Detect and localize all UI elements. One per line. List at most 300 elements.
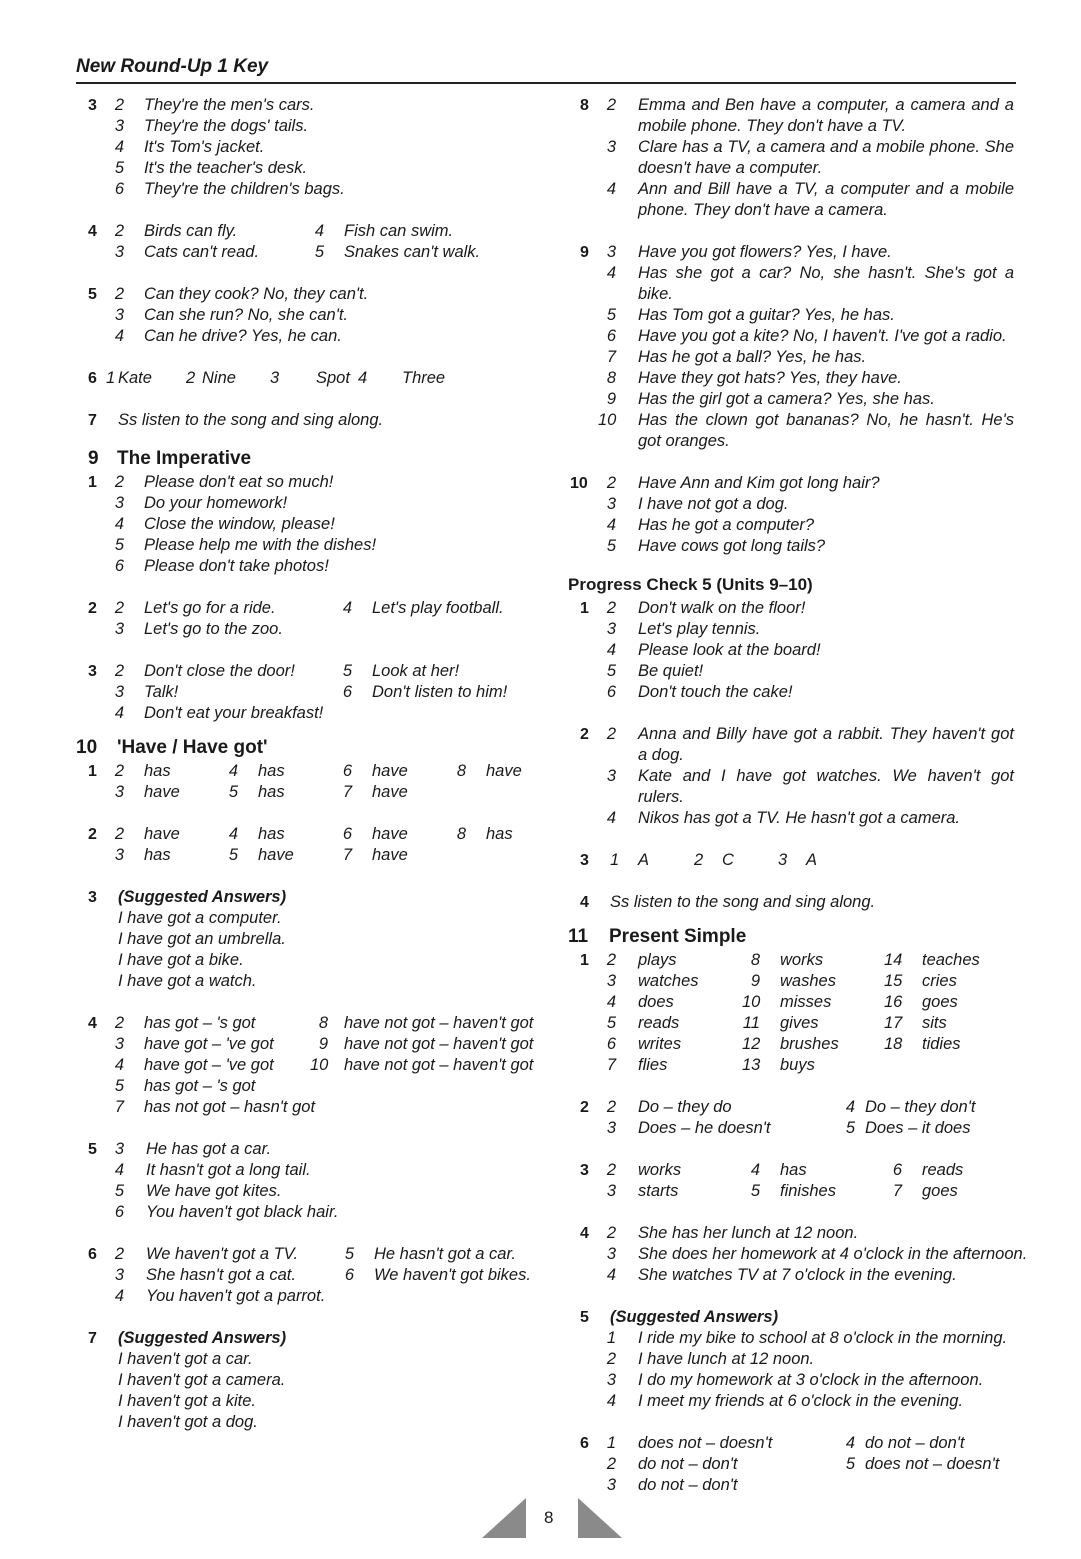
answer-line bbox=[568, 494, 1028, 515]
item-number: 4 bbox=[342, 599, 352, 617]
answer-text: have bbox=[258, 846, 294, 864]
item-number: 4 bbox=[606, 516, 616, 534]
exercise-number: 4 bbox=[88, 223, 97, 240]
item-number: 4 bbox=[114, 704, 124, 722]
exercise-number: 4 bbox=[580, 1225, 589, 1242]
answer-text: do not – don't bbox=[638, 1476, 738, 1494]
answer-line bbox=[76, 179, 536, 200]
item-number: 10 bbox=[742, 993, 761, 1011]
answer-text: Have you got flowers? Yes, I have. bbox=[638, 243, 892, 261]
exercise-number: 5 bbox=[88, 1141, 97, 1158]
answer-text: Anna and Billy have got a rabbit. They haven't got a dog. bbox=[638, 725, 1014, 764]
answer-text: have not got – haven't got bbox=[344, 1014, 534, 1032]
answer-line bbox=[76, 619, 536, 640]
answer-line: Ss listen to the song and sing along. bbox=[118, 411, 384, 429]
answer-line bbox=[76, 1244, 536, 1265]
answer-text: Has she got a car? No, she hasn't. She's got a bike. bbox=[638, 264, 1014, 303]
answer-text: I have got a watch. bbox=[118, 972, 257, 990]
answer-text: do not – don't bbox=[865, 1434, 965, 1452]
item-number: 5 bbox=[845, 1455, 855, 1473]
header-divider bbox=[76, 82, 1016, 84]
item-number: 4 bbox=[845, 1098, 855, 1116]
item-number: 10 bbox=[310, 1056, 329, 1074]
answer-line bbox=[568, 1328, 1028, 1349]
answer-line bbox=[568, 137, 1028, 179]
item-number: 4 bbox=[114, 1287, 124, 1305]
item-number: 2 bbox=[114, 285, 124, 303]
exercise-number: 10 bbox=[570, 475, 588, 492]
answer-text: Ann and Bill have a TV, a computer and a mobile phone. They don't have a camera. bbox=[638, 180, 1014, 219]
exercise-number: 3 bbox=[580, 852, 589, 869]
item-number: 4 bbox=[228, 762, 238, 780]
answer-line bbox=[76, 1391, 536, 1412]
answer-text: has bbox=[144, 762, 171, 780]
right-arrow-icon bbox=[578, 1498, 622, 1538]
answer-line bbox=[568, 473, 1028, 494]
answer-text: Three bbox=[402, 369, 446, 387]
item-number: 7 bbox=[606, 1056, 616, 1074]
item-number: 3 bbox=[114, 306, 124, 324]
unit-11-heading: 11 Present Simple bbox=[568, 926, 747, 947]
item-number: 2 bbox=[606, 1455, 616, 1473]
item-number: 2 bbox=[606, 725, 616, 743]
exercise-number: 5 bbox=[580, 1309, 589, 1326]
answer-line bbox=[568, 766, 1028, 808]
exercise-number: 2 bbox=[580, 726, 589, 743]
item-number: 3 bbox=[114, 117, 124, 135]
item-number: 3 bbox=[606, 1371, 616, 1389]
answer-text: I do my homework at 3 o'clock in the afternoon. bbox=[638, 1371, 984, 1389]
left-arrow-icon bbox=[482, 1498, 526, 1538]
answer-text: Have they got hats? Yes, they have. bbox=[638, 369, 902, 387]
answer-line bbox=[76, 1097, 536, 1118]
answer-text: It's the teacher's desk. bbox=[144, 159, 308, 177]
answer-line bbox=[76, 284, 536, 305]
answer-text: sits bbox=[922, 1014, 947, 1032]
answer-line bbox=[568, 536, 1028, 557]
answer-text: plays bbox=[638, 951, 677, 969]
answer-text: Nine bbox=[202, 369, 236, 387]
answer-text: have bbox=[372, 825, 408, 843]
item-number: 3 bbox=[114, 1035, 124, 1053]
answer-line bbox=[568, 619, 1028, 640]
answer-line bbox=[76, 472, 536, 493]
item-number: 3 bbox=[606, 767, 616, 785]
item-number: 6 bbox=[342, 683, 352, 701]
item-number: 4 bbox=[606, 809, 616, 827]
answer-line bbox=[568, 598, 1028, 619]
item-number: 2 bbox=[606, 96, 616, 114]
answer-text: Have cows got long tails? bbox=[638, 537, 826, 555]
answer-text: have not got – haven't got bbox=[344, 1035, 534, 1053]
answer-text: I have not got a dog. bbox=[638, 495, 789, 513]
answer-line bbox=[76, 1370, 536, 1391]
answer-text: have bbox=[372, 846, 408, 864]
item-number: 2 bbox=[114, 222, 124, 240]
item-number: 2 bbox=[606, 1350, 616, 1368]
answer-line bbox=[76, 305, 536, 326]
unit-9-heading: 9 The Imperative bbox=[88, 448, 252, 469]
answer-text: Does – it does bbox=[865, 1119, 971, 1137]
item-number: 3 bbox=[114, 1140, 124, 1158]
answer-text: works bbox=[780, 951, 824, 969]
answer-line bbox=[76, 1286, 536, 1307]
exercise-number: 1 bbox=[88, 763, 97, 780]
answer-line bbox=[76, 221, 536, 242]
item-number: 2 bbox=[114, 473, 124, 491]
item-number: 2 bbox=[114, 825, 124, 843]
unit9-exercise-3 bbox=[76, 661, 536, 724]
answer-text: We haven't got bikes. bbox=[374, 1266, 531, 1284]
exercise-10 bbox=[568, 473, 1028, 557]
answer-text: Spot bbox=[316, 369, 350, 387]
answer-line bbox=[568, 347, 1028, 368]
unit10-exercise-5 bbox=[76, 1139, 536, 1223]
exercise-number: 3 bbox=[88, 889, 97, 906]
item-number: 6 bbox=[606, 683, 616, 701]
item-number: 3 bbox=[114, 683, 124, 701]
unit9-exercise-2 bbox=[76, 598, 536, 640]
item-number: 5 bbox=[114, 536, 124, 554]
item-number: 5 bbox=[114, 1077, 124, 1095]
answer-text: Has Tom got a guitar? Yes, he has. bbox=[638, 306, 895, 324]
item-number: 2 bbox=[114, 1245, 124, 1263]
answer-text: I meet my friends at 6 o'clock in the evening. bbox=[638, 1392, 964, 1410]
answer-text: do not – don't bbox=[638, 1455, 738, 1473]
answer-line bbox=[76, 326, 536, 347]
answer-line bbox=[568, 1265, 1028, 1286]
answer-line bbox=[568, 368, 1028, 389]
answer-text: I ride my bike to school at 8 o'clock in the morning. bbox=[638, 1329, 1008, 1347]
item-number: 5 bbox=[228, 783, 238, 801]
answer-text: Don't close the door! bbox=[144, 662, 295, 680]
answer-line bbox=[568, 1160, 1028, 1181]
answer-line bbox=[76, 1013, 536, 1034]
item-number: 4 bbox=[114, 515, 124, 533]
page-footer bbox=[482, 1496, 622, 1540]
answer-line bbox=[568, 850, 1028, 871]
answer-text: has bbox=[258, 783, 285, 801]
answer-line bbox=[568, 179, 1028, 221]
item-number: 1 bbox=[606, 1329, 616, 1347]
item-number: 5 bbox=[114, 1182, 124, 1200]
answer-line bbox=[568, 640, 1028, 661]
item-number: 3 bbox=[114, 494, 124, 512]
item-number: 2 bbox=[606, 951, 616, 969]
exercise-number: 2 bbox=[88, 600, 97, 617]
item-number: 1 bbox=[106, 369, 116, 387]
item-number: 5 bbox=[845, 1119, 855, 1137]
answer-line bbox=[76, 703, 536, 724]
answer-text: teaches bbox=[922, 951, 980, 969]
item-number: 2 bbox=[114, 96, 124, 114]
item-number: 2 bbox=[606, 1098, 616, 1116]
answer-text: have bbox=[144, 825, 180, 843]
answer-text: gives bbox=[780, 1014, 819, 1032]
unit10-exercise-2 bbox=[76, 824, 536, 866]
answer-text: Let's go for a ride. bbox=[144, 599, 276, 617]
item-number: 2 bbox=[114, 1014, 124, 1032]
item-number: 3 bbox=[606, 1119, 616, 1137]
answer-text: works bbox=[638, 1161, 682, 1179]
item-number: 4 bbox=[606, 641, 616, 659]
answer-line bbox=[568, 1055, 1028, 1076]
answer-line bbox=[568, 410, 1028, 452]
answer-line bbox=[76, 950, 536, 971]
item-number: 5 bbox=[314, 243, 324, 261]
answer-text: watches bbox=[638, 972, 699, 990]
answer-text: Fish can swim. bbox=[344, 222, 454, 240]
answer-line bbox=[568, 682, 1028, 703]
answer-text: Kate bbox=[118, 369, 152, 387]
answer-text: Do your homework! bbox=[144, 494, 288, 512]
item-number: 7 bbox=[892, 1182, 902, 1200]
item-number: 2 bbox=[606, 1161, 616, 1179]
item-number: 2 bbox=[606, 599, 616, 617]
answer-line bbox=[568, 1097, 1028, 1118]
answer-line bbox=[76, 908, 536, 929]
item-number: 4 bbox=[606, 1392, 616, 1410]
item-number: 4 bbox=[114, 327, 124, 345]
item-number: 6 bbox=[606, 1035, 616, 1053]
exercise-3 bbox=[76, 95, 536, 200]
page-number: 8 bbox=[544, 1508, 554, 1527]
answer-text: He has got a car. bbox=[146, 1140, 272, 1158]
answer-line bbox=[568, 1349, 1028, 1370]
item-number: 3 bbox=[606, 138, 616, 156]
answer-line bbox=[76, 824, 536, 845]
item-number: 3 bbox=[606, 243, 616, 261]
answer-text: Don't eat your breakfast! bbox=[144, 704, 324, 722]
item-number: 8 bbox=[456, 762, 466, 780]
item-number: 6 bbox=[892, 1161, 902, 1179]
item-number: 14 bbox=[884, 951, 903, 969]
answer-text: Please don't take photos! bbox=[144, 557, 329, 575]
answer-line bbox=[568, 1013, 1028, 1034]
answer-text: have not got – haven't got bbox=[344, 1056, 534, 1074]
answer-line bbox=[568, 950, 1028, 971]
answer-line bbox=[568, 1244, 1028, 1265]
label-text: (Suggested Answers) bbox=[118, 888, 287, 906]
unit11-exercise-6 bbox=[568, 1433, 1028, 1496]
answer-line bbox=[568, 1391, 1028, 1412]
answer-text: A bbox=[806, 851, 818, 869]
answer-text: misses bbox=[780, 993, 832, 1011]
answer-text: Can they cook? No, they can't. bbox=[144, 285, 369, 303]
answer-text: Nikos has got a TV. He hasn't got a camera. bbox=[638, 809, 960, 827]
item-number: 4 bbox=[358, 369, 368, 387]
exercise-number: 1 bbox=[580, 600, 589, 617]
answer-line bbox=[568, 305, 1028, 326]
exercise-number: 5 bbox=[88, 286, 97, 303]
item-number: 11 bbox=[742, 1014, 760, 1032]
item-number: 2 bbox=[114, 762, 124, 780]
item-number: 4 bbox=[845, 1434, 855, 1452]
progress-exercise-3 bbox=[568, 850, 1028, 871]
answer-line bbox=[76, 535, 536, 556]
answer-text: has got – 's got bbox=[144, 1077, 256, 1095]
answer-text: Cats can't read. bbox=[144, 243, 260, 261]
answer-line bbox=[568, 389, 1028, 410]
answer-line bbox=[76, 368, 536, 389]
answer-text: has bbox=[486, 825, 513, 843]
unit10-exercise-3 bbox=[76, 887, 536, 992]
item-number: 9 bbox=[750, 972, 760, 990]
answer-text: C bbox=[722, 851, 734, 869]
item-number: 4 bbox=[228, 825, 238, 843]
exercise-number: 6 bbox=[88, 1246, 97, 1263]
answer-line bbox=[76, 514, 536, 535]
answer-text: Please don't eat so much! bbox=[144, 473, 334, 491]
answer-text: Has he got a ball? Yes, he has. bbox=[638, 348, 867, 366]
answer-line bbox=[568, 1118, 1028, 1139]
answer-text: Clare has a TV, a camera and a mobile phone. She doesn't have a computer. bbox=[638, 138, 1014, 177]
answer-line bbox=[76, 158, 536, 179]
exercise-number: 2 bbox=[88, 826, 97, 843]
item-number: 3 bbox=[114, 783, 124, 801]
answer-text: does not – doesn't bbox=[865, 1455, 1000, 1473]
answer-text: has bbox=[780, 1161, 807, 1179]
answer-text: goes bbox=[922, 1182, 958, 1200]
item-number: 2 bbox=[606, 1224, 616, 1242]
exercise-9 bbox=[568, 242, 1028, 452]
exercise-7 bbox=[76, 410, 536, 431]
answer-text: Has the clown got bananas? No, he hasn't. He's got oranges. bbox=[638, 411, 1014, 450]
answer-line bbox=[76, 661, 536, 682]
item-number: 3 bbox=[606, 972, 616, 990]
item-number: 7 bbox=[114, 1098, 124, 1116]
answer-line bbox=[76, 845, 536, 866]
answer-line bbox=[568, 515, 1028, 536]
unit11-exercise-4 bbox=[568, 1223, 1028, 1286]
answer-text: Do – they don't bbox=[865, 1098, 976, 1116]
answer-text: flies bbox=[638, 1056, 668, 1074]
exercise-number: 4 bbox=[88, 1015, 97, 1032]
item-number: 4 bbox=[750, 1161, 760, 1179]
answer-text: Have you got a kite? No, I haven't. I've got a radio. bbox=[638, 327, 1007, 345]
item-number: 3 bbox=[270, 369, 280, 387]
answer-line bbox=[76, 493, 536, 514]
progress-exercise-2 bbox=[568, 724, 1028, 829]
answer-line bbox=[76, 782, 536, 803]
unit11-exercise-1 bbox=[568, 950, 1028, 1076]
answer-text: cries bbox=[922, 972, 957, 990]
item-number: 6 bbox=[342, 825, 352, 843]
answer-line bbox=[568, 1475, 1028, 1496]
answer-text: have bbox=[372, 783, 408, 801]
answer-text: Has the girl got a camera? Yes, she has. bbox=[638, 390, 935, 408]
answer-text: Let's play football. bbox=[372, 599, 504, 617]
answer-text: I haven't got a camera. bbox=[118, 1371, 286, 1389]
item-number: 5 bbox=[606, 306, 616, 324]
item-number: 4 bbox=[114, 1056, 124, 1074]
item-number: 15 bbox=[884, 972, 903, 990]
answer-line bbox=[76, 1160, 536, 1181]
item-number: 7 bbox=[342, 846, 352, 864]
answer-line bbox=[568, 971, 1028, 992]
exercise-number: 7 bbox=[88, 1330, 97, 1347]
answer-text: Birds can fly. bbox=[144, 222, 238, 240]
answer-text: She hasn't got a cat. bbox=[146, 1266, 296, 1284]
left-column bbox=[76, 95, 536, 1454]
answer-line bbox=[76, 598, 536, 619]
answer-text: buys bbox=[780, 1056, 815, 1074]
answer-line bbox=[76, 116, 536, 137]
answer-text: has bbox=[258, 825, 285, 843]
item-number: 4 bbox=[314, 222, 324, 240]
answer-line bbox=[76, 556, 536, 577]
answer-line bbox=[76, 1349, 536, 1370]
answer-line: Ss listen to the song and sing along. bbox=[610, 893, 876, 911]
answer-text: Talk! bbox=[144, 683, 179, 701]
answer-text: Be quiet! bbox=[638, 662, 704, 680]
item-number: 4 bbox=[606, 993, 616, 1011]
answer-text: I have lunch at 12 noon. bbox=[638, 1350, 815, 1368]
answer-text: has not got – hasn't got bbox=[144, 1098, 316, 1116]
item-number: 6 bbox=[114, 1203, 124, 1221]
answer-line bbox=[568, 1454, 1028, 1475]
exercise-number: 9 bbox=[580, 244, 589, 261]
exercise-number: 6 bbox=[88, 370, 97, 387]
exercise-number: 7 bbox=[88, 412, 97, 429]
answer-text: I haven't got a kite. bbox=[118, 1392, 256, 1410]
exercise-5 bbox=[76, 284, 536, 347]
page-title: New Round-Up 1 Key bbox=[76, 56, 269, 77]
exercise-number: 6 bbox=[580, 1435, 589, 1452]
label-text: (Suggested Answers) bbox=[610, 1308, 779, 1326]
answer-line bbox=[76, 1181, 536, 1202]
answer-text: does bbox=[638, 993, 674, 1011]
answer-line bbox=[76, 761, 536, 782]
answer-text: Kate and I have got watches. We haven't got rulers. bbox=[638, 767, 1014, 806]
progress-exercise-1 bbox=[568, 598, 1028, 703]
item-number: 8 bbox=[456, 825, 466, 843]
exercise-number: 2 bbox=[580, 1099, 589, 1116]
unit11-exercise-5 bbox=[568, 1307, 1028, 1412]
answer-text: She does her homework at 4 o'clock in the afternoon. bbox=[638, 1245, 1028, 1263]
answer-text: goes bbox=[922, 993, 958, 1011]
answer-text: We have got kites. bbox=[146, 1182, 282, 1200]
answer-line bbox=[568, 263, 1028, 305]
answer-line bbox=[76, 929, 536, 950]
progress-check-heading: Progress Check 5 (Units 9–10) bbox=[568, 575, 813, 594]
exercise-number: 3 bbox=[580, 1162, 589, 1179]
item-number: 5 bbox=[344, 1245, 354, 1263]
item-number: 5 bbox=[114, 159, 124, 177]
exercise-number: 3 bbox=[88, 97, 97, 114]
exercise-number: 8 bbox=[580, 97, 589, 114]
item-number: 4 bbox=[606, 180, 616, 198]
answer-text: Don't listen to him! bbox=[372, 683, 508, 701]
item-number: 6 bbox=[114, 557, 124, 575]
item-number: 7 bbox=[342, 783, 352, 801]
answer-line bbox=[76, 971, 536, 992]
item-number: 4 bbox=[606, 1266, 616, 1284]
answer-text: reads bbox=[922, 1161, 964, 1179]
answer-line bbox=[568, 808, 1028, 829]
answer-text: Look at her! bbox=[372, 662, 460, 680]
answer-text: She watches TV at 7 o'clock in the evening. bbox=[638, 1266, 957, 1284]
answer-text: have bbox=[372, 762, 408, 780]
item-number: 4 bbox=[114, 138, 124, 156]
item-number: 3 bbox=[114, 846, 124, 864]
unit10-exercise-7 bbox=[76, 1328, 536, 1433]
item-number: 5 bbox=[228, 846, 238, 864]
answer-line bbox=[568, 992, 1028, 1013]
item-number: 16 bbox=[884, 993, 903, 1011]
answer-text: washes bbox=[780, 972, 836, 990]
answer-text: I haven't got a car. bbox=[118, 1350, 253, 1368]
